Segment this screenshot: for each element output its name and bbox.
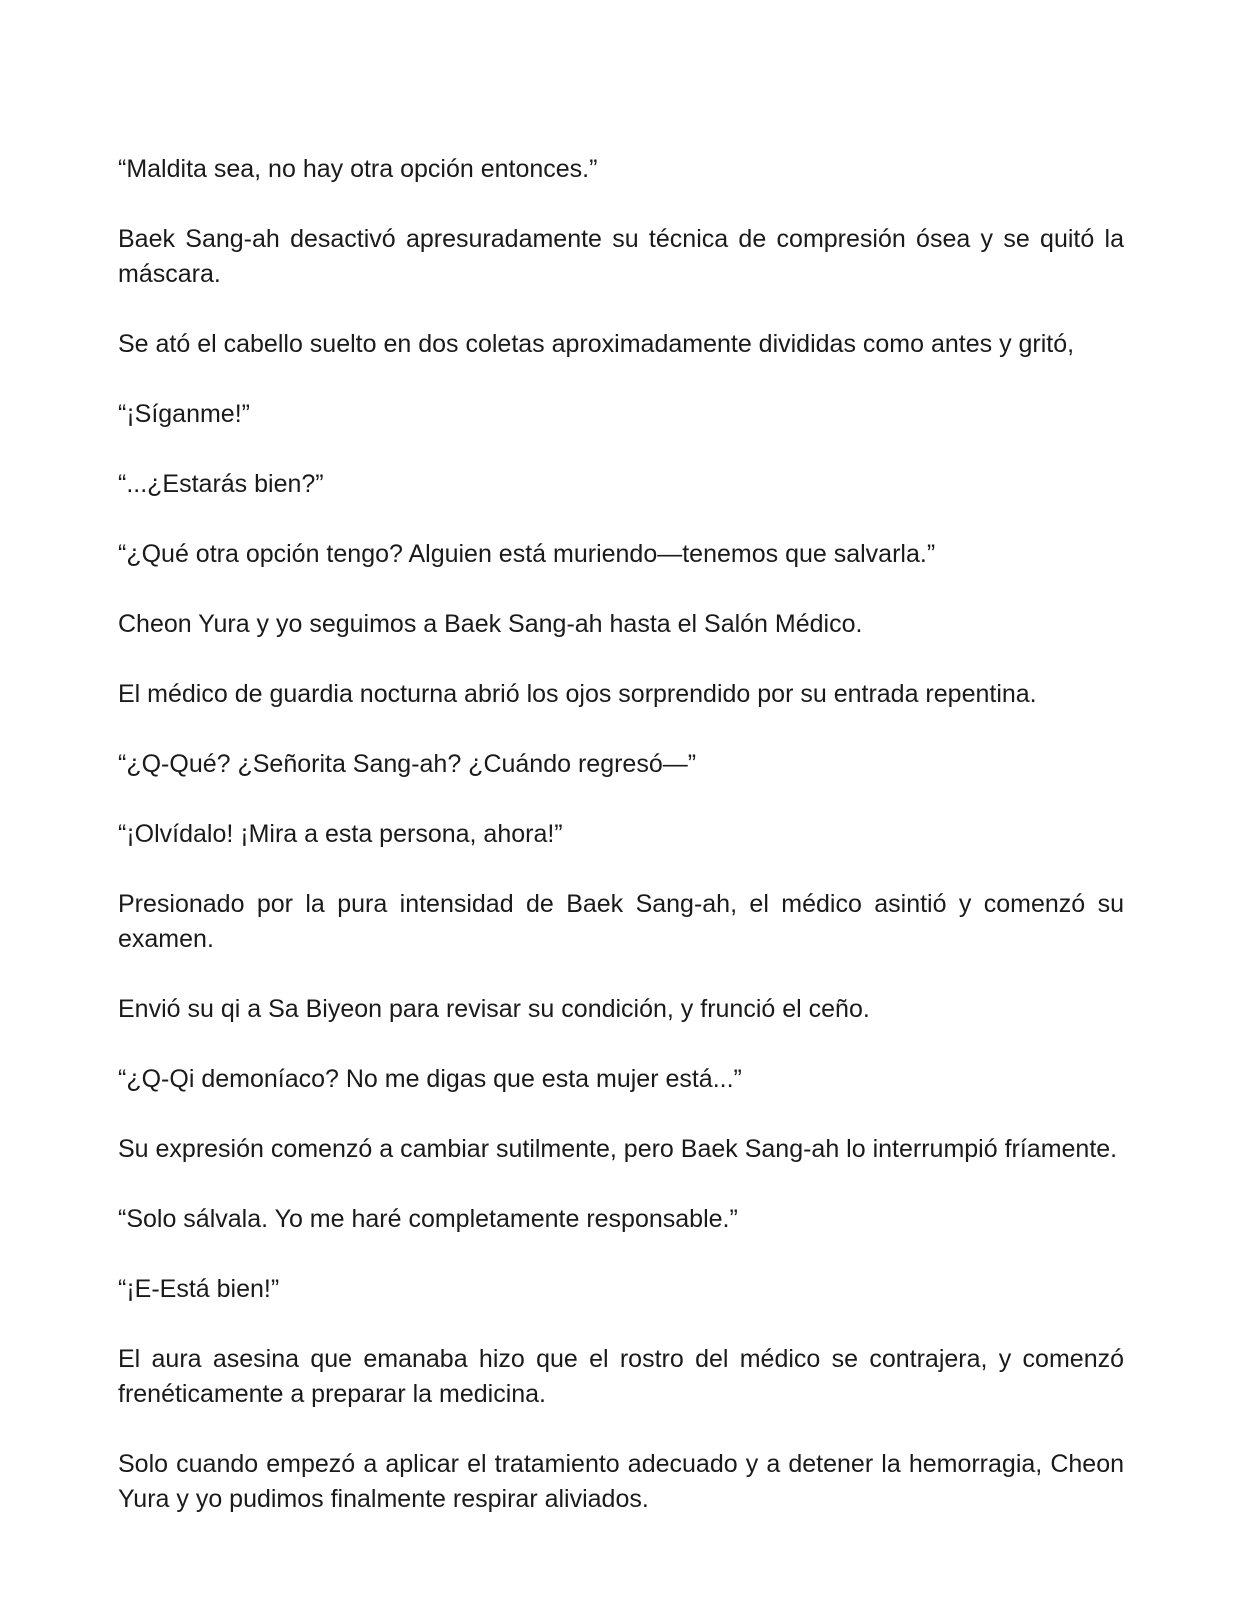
paragraph-13: “¿Q-Qi demoníaco? No me digas que esta mujer está...”: [118, 1065, 742, 1093]
paragraph-11: Presionado por la pura intensidad de Baek Sang-ah, el médico asintió y comenzó su examen.: [118, 890, 1124, 953]
paragraph-17: El aura asesina que emanaba hizo que el rostro del médico se contrajera, y comenzó frenéticamente a preparar la medicina.: [118, 1345, 1124, 1408]
paragraph-18: Solo cuando empezó a aplicar el tratamiento adecuado y a detener la hemorragia, Cheon Yura y yo pudimos finalmente respirar aliviados.: [118, 1450, 1124, 1513]
paragraph-2: Baek Sang-ah desactivó apresuradamente su técnica de compresión ósea y se quitó la máscara.: [118, 225, 1124, 288]
paragraph-16: “¡E-Está bien!”: [118, 1275, 280, 1303]
paragraph-4: “¡Síganme!”: [118, 400, 250, 428]
paragraph-9: “¿Q-Qué? ¿Señorita Sang-ah? ¿Cuándo regresó—”: [118, 750, 697, 778]
paragraph-3: Se ató el cabello suelto en dos coletas aproximadamente divididas como antes y gritó,: [118, 330, 1075, 358]
document-page: [118, 152, 1124, 1552]
paragraph-5: “...¿Estarás bien?”: [118, 470, 324, 498]
paragraph-7: Cheon Yura y yo seguimos a Baek Sang-ah hasta el Salón Médico.: [118, 610, 863, 638]
paragraph-15: “Solo sálvala. Yo me haré completamente responsable.”: [118, 1205, 738, 1233]
paragraph-14: Su expresión comenzó a cambiar sutilmente, pero Baek Sang-ah lo interrumpió fríamente.: [118, 1135, 1118, 1163]
paragraph-1: “Maldita sea, no hay otra opción entonces.”: [118, 155, 598, 183]
paragraph-6: “¿Qué otra opción tengo? Alguien está muriendo—tenemos que salvarla.”: [118, 540, 936, 568]
paragraph-12: Envió su qi a Sa Biyeon para revisar su condición, y frunció el ceño.: [118, 995, 870, 1023]
paragraph-8: El médico de guardia nocturna abrió los ojos sorprendido por su entrada repentina.: [118, 680, 1037, 708]
paragraph-10: “¡Olvídalo! ¡Mira a esta persona, ahora!”: [118, 820, 563, 848]
